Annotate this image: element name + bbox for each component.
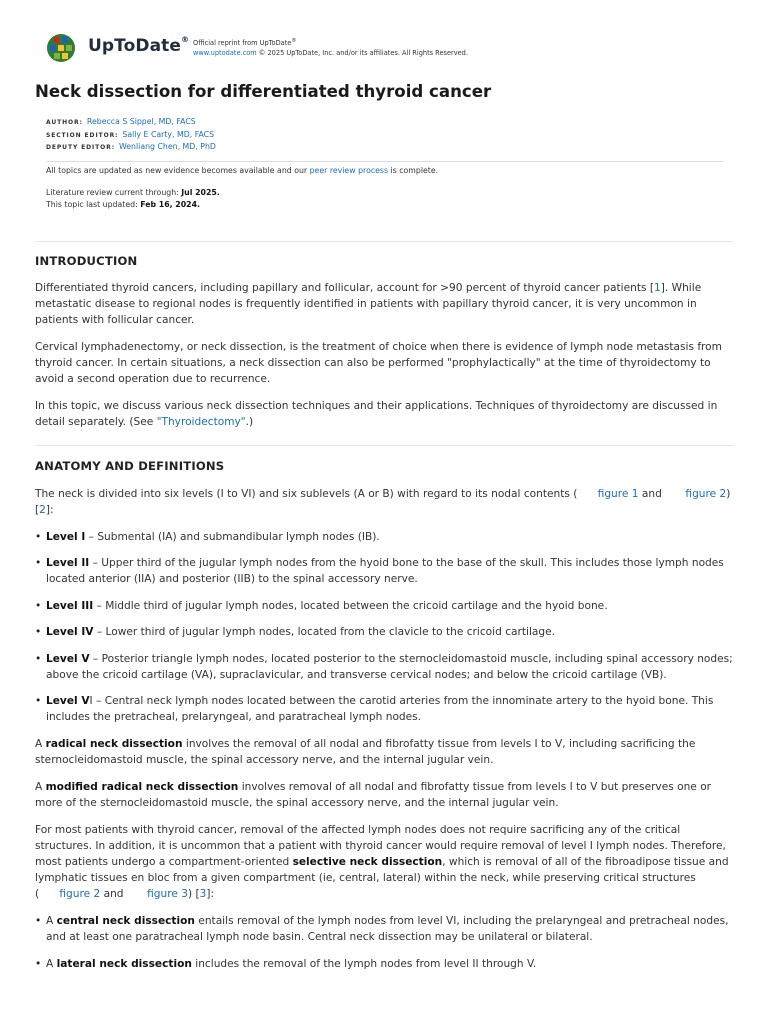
author-credit: AUTHOR: Rebecca S Sippel, MD, FACS	[46, 117, 196, 126]
bullet-icon: •	[35, 531, 42, 543]
thyroidectomy-link[interactable]: "Thyroidectomy"	[156, 416, 246, 428]
reference-link[interactable]: 2	[39, 504, 46, 516]
anatomy-paragraph-1: The neck is divided into six levels (I to VI) and six sublevels (A or B) with regard to its nodal contents ( figure 1 and figure 2) [2]:	[35, 488, 731, 516]
page-title: Neck dissection for differentiated thyroid cancer	[35, 82, 492, 101]
reference-link[interactable]: 3	[199, 888, 207, 900]
deputy-editor-link[interactable]: Wenliang Chen, MD, PhD	[119, 142, 216, 152]
peer-review-link[interactable]: peer review process	[309, 166, 389, 175]
bullet-icon: •	[35, 557, 42, 569]
list-item-central-dissection: • A central neck dissection entails removal of the lymph nodes from level VI, including the prelaryngeal and pretracheal nodes, and at least one paratracheal lymph node basin. Central neck dissection may be unilateral or bilateral.	[35, 915, 729, 943]
bullet-icon: •	[35, 653, 42, 665]
bullet-icon: •	[35, 600, 42, 612]
update-note: All topics are updated as new evidence becomes available and our peer review process is complete.	[46, 166, 439, 175]
literature-review-date: Literature review current through: Jul 2025.	[46, 188, 220, 197]
figure-3-link[interactable]: figure 3	[147, 888, 188, 900]
modified-radical-paragraph: A modified radical neck dissection involves removal of all nodal and fibrofatty tissue from levels I to V but preserves one or more of the sternocleidomastoid muscle, the spinal accessory nerve, and the internal jugular vein.	[35, 781, 712, 809]
section-heading-introduction: INTRODUCTION	[35, 254, 138, 268]
uptodate-site-link[interactable]: www.uptodate.com	[193, 48, 257, 57]
list-item-level-4: • Level IV – Lower third of jugular lymph nodes, located from the clavicle to the cricoid cartilage.	[35, 626, 556, 638]
list-item-level-2: • Level II – Upper third of the jugular lymph nodes from the hyoid bone to the base of the skull. This includes those lymph nodes located anterior (IIA) and posterior (IIB) to the spinal accessory nerve.	[35, 557, 724, 585]
site-header	[46, 33, 736, 65]
last-updated-date: This topic last updated: Feb 16, 2024.	[46, 199, 200, 209]
list-item-level-3: • Level III – Middle third of jugular lymph nodes, located between the cricoid cartilage and the hyoid bone.	[35, 600, 608, 612]
intro-paragraph-3: In this topic, we discuss various neck dissection techniques and their applications. Techniques of thyroidectomy are discussed in detail separately. (See "Thyroidectomy".)	[35, 400, 718, 428]
credits-block	[46, 116, 216, 154]
intro-paragraph-2: Cervical lymphadenectomy, or neck dissection, is the treatment of choice when there is evidence of lymph node metastasis from thyroid cancer. In certain situations, a neck dissection can also be performed "prophylactically" at the time of thyroidectomy to avoid a second operation due to recurrence.	[35, 341, 722, 385]
uptodate-logo-icon[interactable]	[46, 33, 76, 63]
section-editor-credit: SECTION EDITOR: Sally E Carty, MD, FACS	[46, 129, 215, 139]
reprint-notice: Official reprint from UpToDate® www.uptodate.com © 2025 UpToDate, Inc. and/or its affiliates. All Rights Reserved.	[193, 38, 468, 57]
intro-paragraph-1: Differentiated thyroid cancers, including papillary and follicular, account for >90 percent of thyroid cancer patients [1]. While metastatic disease to regional nodes is frequently identified in patients with papillary thyroid cancer, it is very uncommon in patients with follicular cancer.	[35, 282, 702, 326]
list-item-level-1: • Level I – Submental (IA) and submandibular lymph nodes (IB).	[35, 531, 380, 543]
figure-1-link[interactable]: figure 1	[597, 488, 639, 500]
bullet-icon: •	[35, 626, 42, 638]
logo-wordmark[interactable]: UpToDate®	[88, 35, 190, 56]
bullet-icon: •	[35, 915, 42, 927]
list-item-lateral-dissection: • A lateral neck dissection includes the removal of the lymph nodes from level II through V.	[35, 958, 537, 970]
divider	[35, 241, 734, 242]
divider	[35, 445, 734, 446]
review-dates	[46, 187, 220, 210]
author-link[interactable]: Rebecca S Sippel, MD, FACS	[86, 117, 196, 126]
radical-neck-dissection-paragraph: A radical neck dissection involves the removal of all nodal and fibrofatty tissue from levels I to V, including sacrificing the sternocleidomastoid muscle, the spinal accessory nerve, and the internal jugular vein.	[35, 738, 696, 766]
figure-2-link[interactable]: figure 2	[685, 488, 727, 500]
list-item-level-5: • Level V – Posterior triangle lymph nodes, located posterior to the sternocleidomastoid muscle, including spinal accessory nodes; above the cricoid cartilage (VA), supraclavicular, and transverse cervical nodes; and below the cricoid cartilage (VB).	[35, 653, 733, 681]
deputy-editor-credit: DEPUTY EDITOR: Wenliang Chen, MD, PhD	[46, 142, 216, 152]
bullet-icon: •	[35, 695, 42, 707]
selective-neck-dissection-paragraph: For most patients with thyroid cancer, removal of the affected lymph nodes does not require sacrificing any of the critical structures. In addition, it is uncommon that a patient with thyroid cancer would require removal of level I lymph nodes. Therefore, most patients undergo a compartment-oriented selective neck dissection, which is removal of all of the fibroadipose tissue and lymphatic tissues en bloc from a given compartment (ie, central, lateral) within the neck, while preserving critical structures ( figure 2 and figure 3) [3]:	[35, 824, 729, 900]
reference-link[interactable]: 1	[654, 282, 661, 294]
figure-2-link[interactable]: figure 2	[59, 888, 101, 900]
section-heading-anatomy: ANATOMY AND DEFINITIONS	[35, 459, 225, 473]
bullet-icon: •	[35, 958, 42, 970]
divider	[46, 161, 723, 162]
list-item-level-6: • Level VI – Central neck lymph nodes located between the carotid arteries from the innominate artery to the hyoid bone. This includes the pretracheal, prelaryngeal, and paratracheal lymph nodes.	[35, 695, 714, 723]
section-editor-link[interactable]: Sally E Carty, MD, FACS	[122, 129, 215, 139]
